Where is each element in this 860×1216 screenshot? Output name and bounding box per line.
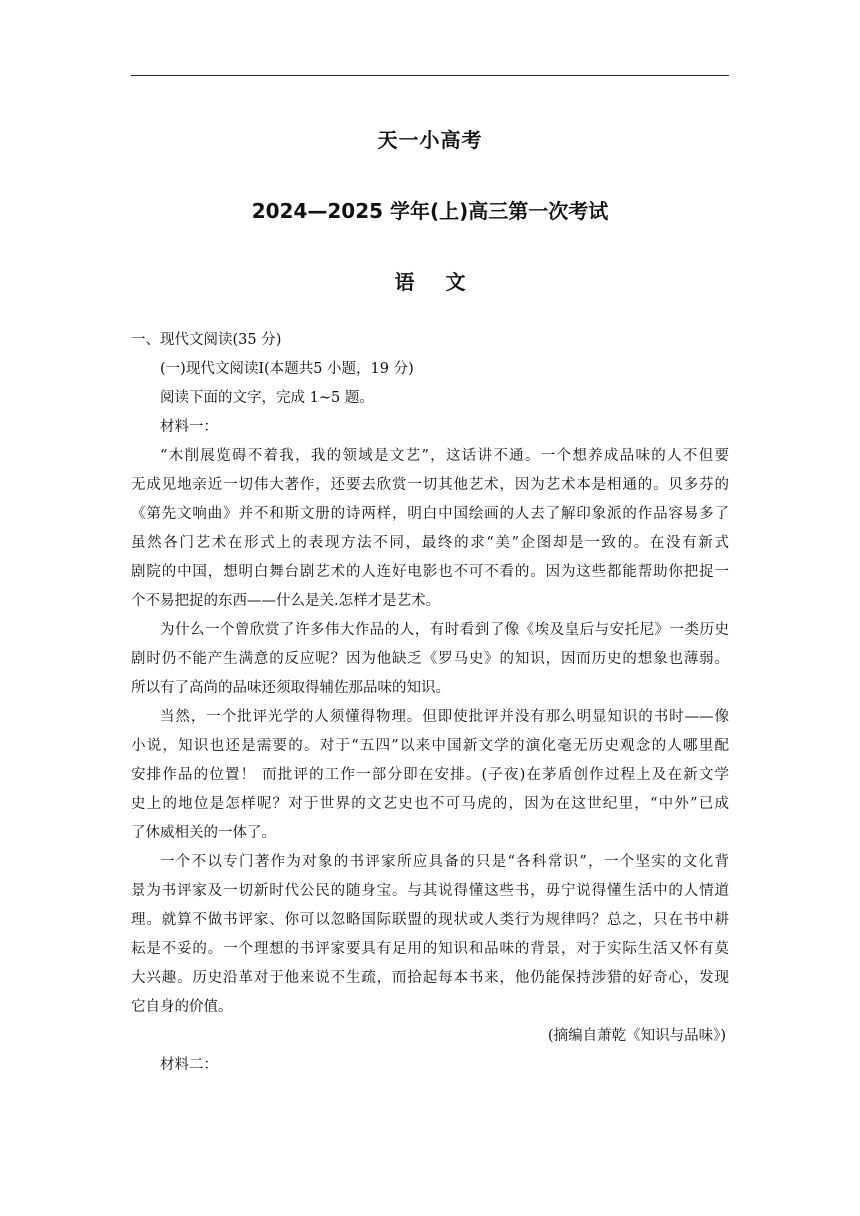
material1-line: 剧院的中国，想明白舞台剧艺术的人连好电影也不可不看的。因为这些都能帮助你把捉一 (131, 564, 729, 580)
material1-line: 一个不以专门著作为对象的书评家所应具备的只是“各科常识”，一个坚实的文化背 (160, 854, 729, 870)
material2-label: 材料二： (160, 1057, 218, 1073)
material1-line: 安排作品的位置！ 而批评的工作一部分即在安排。(子夜)在茅盾创作过程上及在新文学 (131, 767, 729, 783)
material1-line: 剧时仍不能产生满意的反应呢？因为他缺乏《罗马史》的知识，因而历史的想象也薄弱。 (131, 651, 729, 667)
material1-line: 《第先文响曲》并不和斯文册的诗两样，明白中国绘画的人去了解印象派的作品容易多了 (131, 506, 729, 522)
material1-line: 景为书评家及一切新时代公民的随身宝。与其说得懂这些书，毋宁说得懂生活中的人情道 (131, 883, 729, 899)
material1-line: 理。就算不做书评家、你可以忽略国际联盟的现状或人类行为规律吗？总之，只在书中耕 (131, 912, 729, 928)
material1-source: (摘编自萧乾《知识与品味》) (547, 1028, 726, 1044)
instruction: 阅读下面的文字，完成 1~5 题。 (160, 390, 374, 406)
material1-line: 虽然各门艺术在形式上的表现方法不同，最终的求“美”企图却是一致的。在没有新式 (131, 535, 729, 551)
section-heading: 一、现代文阅读(35 分) (131, 332, 282, 348)
material1-line: 大兴趣。历史沿革对于他来说不生疏，而拾起每本书来，他仍能保持涉猎的好奇心，发现 (131, 970, 729, 986)
exam-title: 2024—2025 学年(上)高三第一次考试 (251, 199, 609, 223)
subject-title: 语 文 (394, 270, 478, 294)
material1-line: 史上的地位是怎样呢？对于世界的文艺史也不可马虎的，因为在这世纪里，“中外”已成 (131, 796, 729, 812)
material1-line: “木削展览碍不着我，我的领域是文艺”，这话讲不通。一个想养成品味的人不但要 (160, 448, 729, 464)
material1-line: 所以有了高尚的品味还须取得辅佐那品味的知识。 (131, 680, 450, 696)
material1-line: 小说，知识也还是需要的。对于“五四”以来中国新文学的演化毫无历史观念的人哪里配 (131, 738, 729, 754)
material1-line: 无成见地亲近一切伟大著作，还要去欣赏一切其他艺术，因为艺术本是相通的。贝多芬的 (131, 477, 729, 493)
material1-line: 了休威相关的一体了。 (131, 825, 276, 841)
material1-label: 材料一： (160, 419, 218, 435)
material1-line: 当然，一个批评光学的人须懂得物理。但即使批评并没有那么明显知识的书时——像 (160, 709, 729, 725)
top-rule (131, 75, 729, 76)
material1-line: 它自身的价值。 (131, 999, 233, 1015)
material1-line: 个不易把捉的东西——什么是关.怎样才是艺术。 (131, 593, 441, 609)
brand-title: 天一小高考 (377, 128, 483, 152)
sub-heading: (一)现代文阅读Ⅰ(本题共5 小题，19 分) (160, 361, 414, 377)
material1-line: 耘是不妥的。一个理想的书评家要具有足用的知识和品味的背景，对于实际生活又怀有莫 (131, 941, 729, 957)
material1-line: 为什么一个曾欣赏了许多伟大作品的人，有时看到了像《埃及皇后与安托尼》一类历史 (160, 622, 729, 638)
